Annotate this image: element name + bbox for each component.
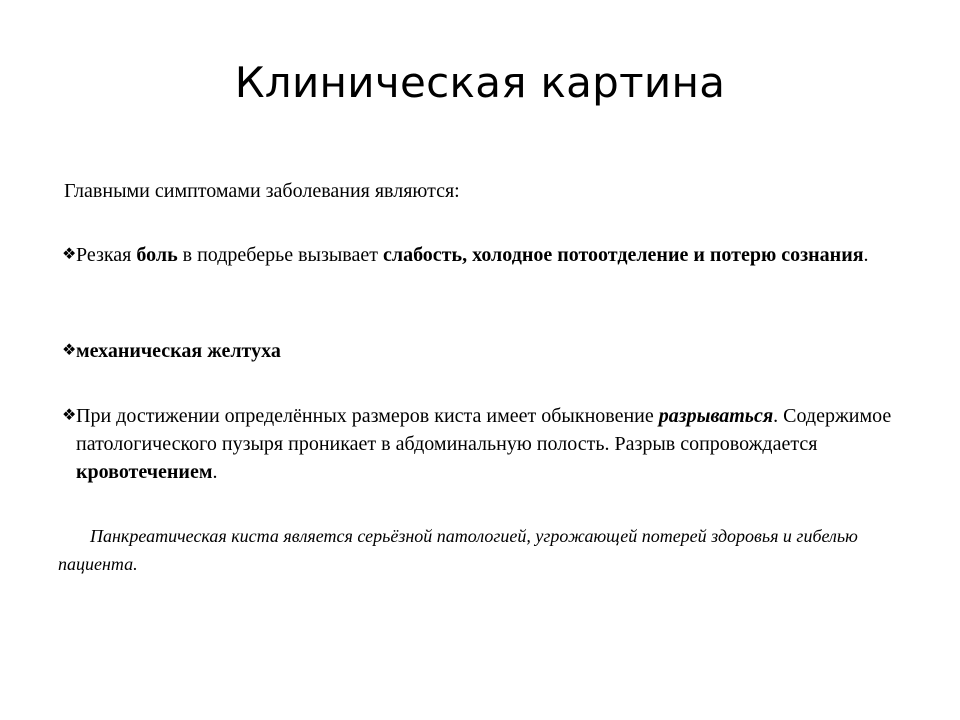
bullet-text: .: [212, 461, 218, 483]
bullet-text: При достижении определённых размеров киста имеет обыкновение: [76, 405, 659, 427]
diamond-bullet-icon: ❖: [62, 244, 77, 263]
bullet-text-bold: боль: [136, 244, 178, 266]
bullet-item-pain: [62, 241, 922, 269]
bullet-text: .: [863, 244, 869, 266]
bullet-text-bold: механическая желтуха: [76, 340, 281, 362]
bullet-text: Резкая: [76, 244, 137, 266]
bullet-item-rupture: [62, 402, 922, 486]
diamond-bullet-icon: ❖: [62, 340, 77, 359]
bullet-text: в подреберье вызывает: [177, 244, 383, 266]
slide-title: Клиническая картина: [234, 58, 726, 107]
intro-text: Главными симптомами заболевания являются:: [64, 180, 460, 202]
conclusion-note: Панкреатическая киста является серьёзной патологией, угрожающей потерей здоровья и гибелью пациента.: [58, 526, 858, 574]
bullet-text-bold: слабость, холодное потоотделение и потерю сознания: [382, 244, 864, 266]
bullet-item-jaundice: [62, 337, 922, 365]
bullet-text: . Содержимое патологического пузыря проникает в абдоминальную полость. Разрыв сопровождается: [76, 405, 892, 455]
bullet-text-bold: кровотечением: [76, 461, 213, 483]
diamond-bullet-icon: ❖: [62, 405, 77, 424]
bullet-text-bold-italic: разрываться: [658, 405, 774, 427]
